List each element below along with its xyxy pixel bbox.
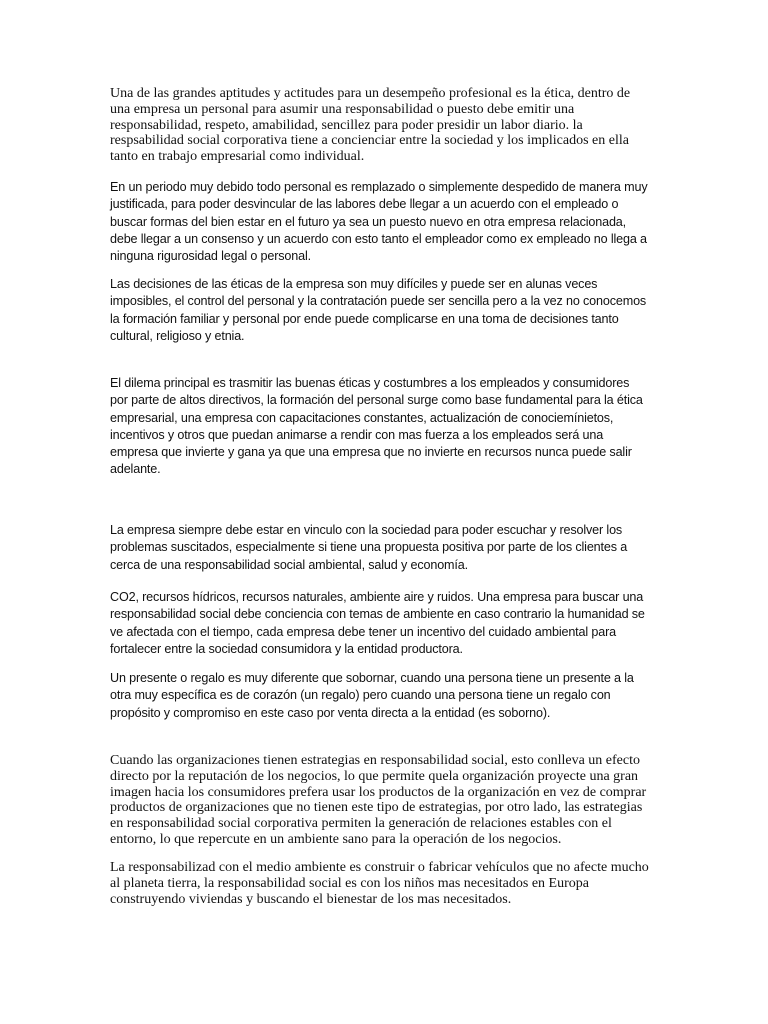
paragraph-medio-ambiente: La responsabilizad con el medio ambiente es construir o fabricar vehículos que no afecte mucho al planeta tierra, la responsabilidad social es con los niños mas necesitados en Europa construyendo viviendas y buscando el bienestar de los mas necesitados. — [110, 860, 649, 907]
paragraph-recursos-ambiente: CO2, recursos hídricos, recursos naturales, ambiente aire y ruidos. Una empresa para buscar una responsabilidad social debe conciencia con temas de ambiente en caso contrario la humanidad se ve afectada con el tiempo, cada empresa debe tener un incentivo del cuidado ambiental para fortalecer entre la sociedad consumidora y la entidad productora. — [110, 590, 645, 656]
paragraph-etica-profesional: Una de las grandes aptitudes y actitudes para un desempeño profesional es la ética, dentro de una empresa un personal para asumir una responsabilidad o puesto debe emitir una responsabilidad, respeto, amabilidad, sencillez para poder presidir un labor diario. la respsabilidad social corporativa tiene a concienciar entre la sociedad y los implicados en ella tanto en trabajo empresarial como individual. — [110, 86, 631, 165]
paragraph-vinculo-sociedad: La empresa siempre debe estar en vinculo con la sociedad para poder escuchar y resolver los problemas suscitados, especialmente si tiene una propuesta positiva por parte de los clientes a cerca de una responsabilidad social ambiental, salud y economía. — [110, 523, 628, 572]
paragraph-regalo-soborno: Un presente o regalo es muy diferente que sobornar, cuando una persona tiene un presente a la otra muy específica es de corazón (un regalo) pero cuando una persona tiene un regalo con propósito y compromiso en este caso por venta directa a la entidad (es soborno). — [110, 671, 634, 720]
paragraph-estrategias-organizaciones: Cuando las organizaciones tienen estrategias en responsabilidad social, esto conlleva un efecto directo por la reputación de los negocios, lo que permite quela organización proyecte una gran imagen hacia los consumidores prefera usar los productos de la organización en vez de comprar productos de organizaciones que no tienen este tipo de estrategias, por otro lado, las estrategias en responsabilidad social corporativa permiten la generación de relaciones estables con el entorno, lo que repercute en un ambiente sano para la operación de los negocios. — [110, 753, 647, 847]
paragraph-decisiones-eticas: Las decisiones de las éticas de la empresa son muy difíciles y puede ser en alunas veces imposibles, el control del personal y la contratación puede ser sencilla pero a la vez no conocemos la formación familiar y personal por ende puede complicarse en una toma de decisiones tanto cultural, religioso y etnia. — [110, 277, 647, 343]
paragraph-despido-personal: En un periodo muy debido todo personal es remplazado o simplemente despedido de manera muy justificada, para poder desvincular de las labores debe llegar a un acuerdo con el empleado o buscar formas del bien estar en el futuro ya sea un puesto nuevo en otra empresa relacionada, debe llegar a un consenso y un acuerdo con esto tanto el empleador como ex empleado no llega a ninguna rigurosidad legal o personal. — [110, 180, 648, 264]
paragraph-dilema-principal: El dilema principal es trasmitir las buenas éticas y costumbres a los empleados y consumidores por parte de altos directivos, la formación del personal surge como base fundamental para la ética empresarial, una empresa con capacitaciones constantes, actualización de conociemínietos, incentivos y otros que puedan animarse a rendir con mas fuerza a los empleados será una empresa que invierte y gana ya que una empresa que no invierte en recursos nunca puede salir adelante. — [110, 376, 643, 477]
